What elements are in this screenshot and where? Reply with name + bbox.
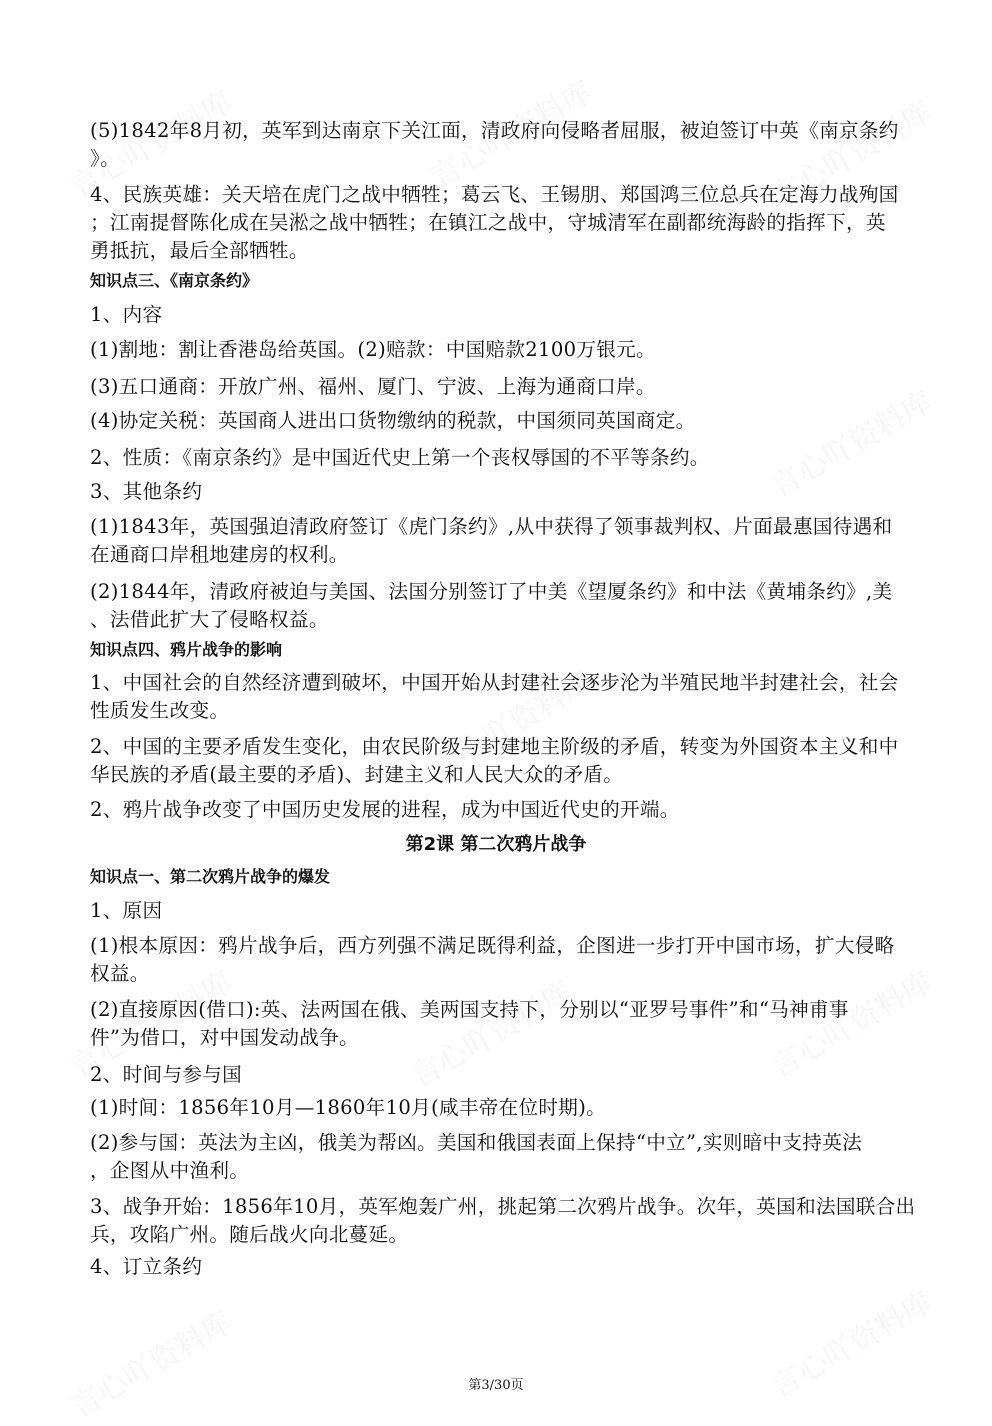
paragraph: (3)五口通商：开放广州、福州、厦门、宁波、上海为通商口岸。	[90, 375, 656, 398]
line: 、法借此扩大了侵略权益。	[90, 608, 329, 631]
paragraph	[90, 513, 892, 569]
paragraph: 1、内容	[90, 303, 163, 326]
section-heading: 知识点一、第二次鸦片战争的爆发	[90, 867, 331, 886]
watermark	[61, 1298, 239, 1426]
line: (1)根本原因：鸦片战争后，西方列强不满足既得利益，企图进一步打开中国市场，扩大侵略	[90, 934, 895, 957]
line: (1)1843年，英国强迫清政府签订《虎门条约》,从中获得了领事裁判权、片面最惠国待遇和	[90, 515, 893, 538]
paragraph: 2、时间与参与国	[90, 1063, 243, 1086]
line: 件”为借口，对中国发动战争。	[90, 1026, 359, 1049]
paragraph	[90, 932, 895, 988]
line: (5)1842年8月初，英军到达南京下关江面，清政府向侵略者屈服，被迫签订中英《南京条约	[90, 119, 899, 142]
line: 2、中国的主要矛盾发生变化，由农民阶级与封建地主阶级的矛盾，转变为外国资本主义和中	[90, 735, 899, 758]
paragraph	[90, 669, 899, 725]
line: 华民族的矛盾(最主要的矛盾)、封建主义和人民大众的矛盾。	[90, 763, 624, 786]
line: 3、战争开始：1856年10月，英军炮轰广州，挑起第二次鸦片战争。次年，英国和法国联合出	[90, 1195, 916, 1218]
paragraph: 4、订立条约	[90, 1255, 203, 1278]
paragraph: 2、性质：《南京条约》是中国近代史上第一个丧权辱国的不平等条约。	[90, 446, 710, 469]
paragraph	[90, 578, 892, 634]
line: 权益。	[90, 962, 150, 985]
line: ；江南提督陈化成在吴淞之战中牺牲；在镇江之战中，守城清军在副都统海龄的指挥下，英	[90, 211, 886, 234]
paragraph: (1)时间：1856年10月—1860年10月(咸丰帝在位时期)。	[90, 1096, 607, 1119]
page-number: 第3/30页	[468, 1378, 524, 1393]
paragraph: 1、原因	[90, 899, 163, 922]
line: 勇抵抗，最后全部牺牲。	[90, 239, 309, 262]
line: 4、民族英雄：关天培在虎门之战中牺牲；葛云飞、王锡朋、郑国鸿三位总兵在定海力战殉国	[90, 183, 899, 206]
paragraph	[90, 996, 849, 1052]
paragraph	[90, 117, 899, 173]
paragraph	[90, 1193, 915, 1249]
line: (2)1844年，清政府被迫与美国、法国分别签订了中美《望厦条约》和中法《黄埔条约》,美	[90, 580, 893, 603]
paragraph: 3、其他条约	[90, 480, 203, 503]
line: ，企图从中渔利。	[90, 1159, 250, 1182]
paragraph	[90, 733, 899, 789]
line: 在通商口岸租地建房的权利。	[90, 543, 349, 566]
watermark	[761, 378, 939, 506]
line: 》。	[90, 147, 120, 170]
paragraph: (4)协定关税：英国商人进出口货物缴纳的税款，中国须同英国商定。	[90, 409, 696, 432]
line: (2)参与国：英法为主凶，俄美为帮凶。美国和俄国表面上保持“中立”,实则暗中支持英法	[90, 1131, 862, 1154]
line: 1、中国社会的自然经济遭到破坏，中国开始从封建社会逐步沦为半殖民地半封建社会，社会	[90, 671, 899, 694]
section-heading: 知识点三、《南京条约》	[90, 271, 259, 290]
line: (2)直接原因(借口):英、法两国在俄、美两国支持下，分别以“亚罗号事件”和“马神甫事	[90, 998, 849, 1021]
paragraph	[90, 181, 899, 265]
paragraph: 2、鸦片战争改变了中国历史发展的进程，成为中国近代史的开端。	[90, 798, 680, 821]
line: 性质发生改变。	[90, 699, 230, 722]
line: 兵，攻陷广州。随后战火向北蔓延。	[90, 1223, 409, 1246]
section-heading: 知识点四、鸦片战争的影响	[90, 640, 283, 659]
paragraph	[90, 1129, 862, 1185]
lesson-title: 第2课 第二次鸦片战争	[405, 834, 587, 855]
paragraph: (1)割地：割让香港岛给英国。(2)赔款：中国赔款2100万银元。	[90, 338, 656, 361]
